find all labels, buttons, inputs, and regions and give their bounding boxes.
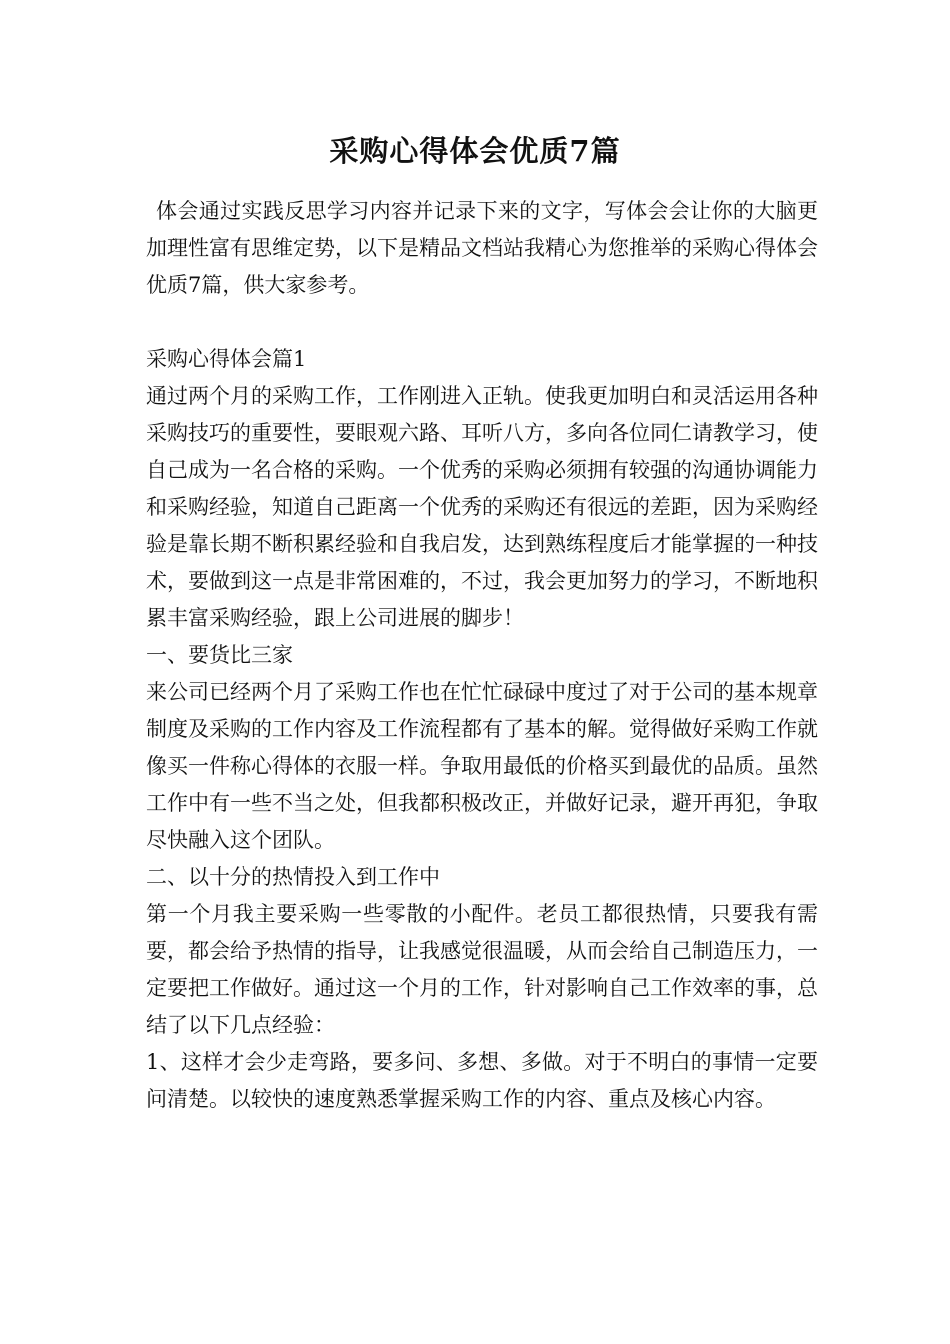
body-paragraph: 通过两个月的采购工作，工作刚进入正轨。使我更加明白和灵活运用各种采购技巧的重要性，要眼观六路、耳听八方，多向各位同仁请教学习，使自己成为一名合格的采购。一个优秀的采购必须拥有较强的沟通协调能力和采购经验，知道自己距离一个优秀的采购还有很远的差距，因为采购经验是靠长期不断积累经验和自我启发，达到熟练程度后才能掌握的一种技术，要做到这一点是非常困难的，不过，我会更加努力的学习，不断地积累丰富采购经验，跟上公司进展的脚步！ xyxy=(146,384,818,630)
paragraph-gap xyxy=(146,304,818,341)
body-paragraph: 来公司已经两个月了采购工作也在忙忙碌碌中度过了对于公司的基本规章制度及采购的工作内容及工作流程都有了基本的解。觉得做好采购工作就像买一件称心得体的衣服一样。争取用最低的价格买到最优的品质。虽然工作中有一些不当之处，但我都积极改正，并做好记录，避开再犯，争取尽快融入这个团队。 xyxy=(146,680,818,852)
document-title: 采购心得体会优质7篇 xyxy=(329,134,621,168)
document-body xyxy=(146,193,818,1118)
section-heading: 采购心得体会篇1 xyxy=(146,347,307,371)
subheading-enthusiasm: 二、以十分的热情投入到工作中 xyxy=(146,865,440,889)
numbered-item: 1、这样才会少走弯路，要多问、多想、多做。对于不明白的事情一定要问清楚。以较快的速度熟悉掌握采购工作的内容、重点及核心内容。 xyxy=(146,1050,818,1111)
body-paragraph: 第一个月我主要采购一些零散的小配件。老员工都很热情，只要我有需要，都会给予热情的指导，让我感觉很温暖，从而会给自己制造压力，一定要把工作做好。通过这一个月的工作，针对影响自己工作效率的事，总结了以下几点经验： xyxy=(146,902,818,1037)
subheading-compare-suppliers: 一、要货比三家 xyxy=(146,643,293,667)
intro-paragraph: 体会通过实践反思学习内容并记录下来的文字，写体会会让你的大脑更加理性富有思维定势，以下是精品文档站我精心为您推举的采购心得体会优质7篇，供大家参考。 xyxy=(146,199,818,297)
